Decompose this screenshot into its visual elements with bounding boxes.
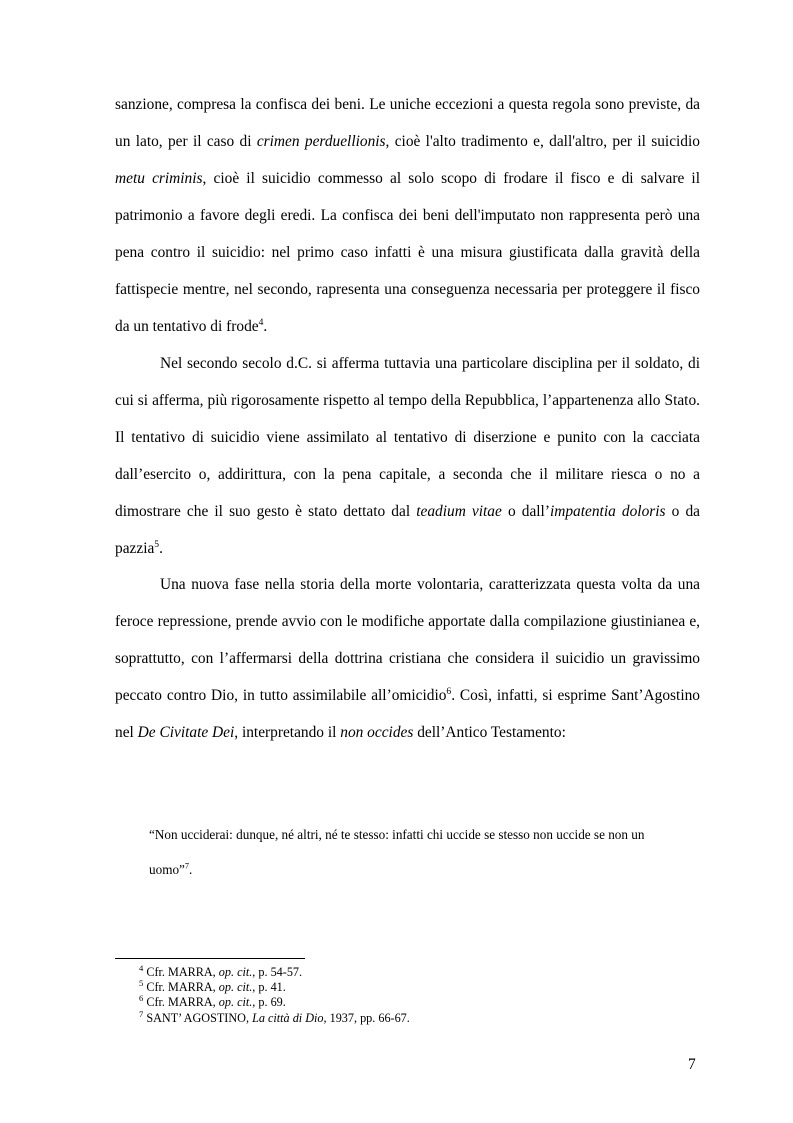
block-quote bbox=[149, 817, 669, 887]
text-run: . Così, infatti, si esprime Sant’Agostino nel bbox=[115, 687, 700, 741]
text-run: , 1937, pp. 66-67. bbox=[323, 1010, 410, 1025]
paragraph-1 bbox=[115, 86, 700, 345]
text-run: Cfr. MARRA, bbox=[146, 965, 219, 979]
footnote-4 bbox=[139, 962, 410, 980]
paragraph-2 bbox=[115, 345, 700, 567]
text-run: . bbox=[159, 540, 163, 557]
note-ref: 4 bbox=[258, 316, 264, 328]
footnote-separator bbox=[115, 958, 305, 959]
text-run: sanzione, compresa la confisca dei beni. Le uniche eccezioni a questa regola sono previste, da un lato, per il caso di bbox=[115, 96, 700, 150]
text-run: . bbox=[263, 318, 268, 335]
italic-text: De Civitate Dei bbox=[137, 724, 235, 741]
italic-text: La città di Dio bbox=[252, 1010, 324, 1025]
text-run: SANT’ AGOSTINO, bbox=[146, 1010, 253, 1025]
text-run: , cioè l'alto tradimento e, dall'altro, per il suicidio bbox=[385, 133, 700, 150]
text-run: Nel secondo secolo d.C. si afferma tuttavia una particolare disciplina per il soldato, di cui si afferma, più rigorosamente rispetto al tempo della Repubblica, l’appartenenza allo Stato. Il tentativo di suicidio viene assimilato al tentativo di diserzione e punito con la cacciata dall’esercito o, addirittura, con la pena capitale, a seconda che il militare riesca o no a dimostrare che il suo gesto è stato dettato dal bbox=[115, 355, 700, 520]
paragraph-3 bbox=[115, 566, 700, 751]
text-run: o dall’ bbox=[501, 503, 550, 520]
italic-text: teadium vitae bbox=[416, 503, 502, 520]
italic-text: non occides bbox=[340, 724, 414, 741]
footnote-7 bbox=[139, 1008, 410, 1026]
paragraph-text bbox=[115, 345, 700, 567]
footnote-text bbox=[146, 995, 286, 1009]
note-ref: 5 bbox=[154, 538, 160, 550]
footnote-5 bbox=[139, 980, 410, 995]
text-run: . bbox=[189, 862, 193, 877]
italic-text: crimen perduellionis bbox=[256, 133, 386, 150]
footnote-6 bbox=[139, 995, 410, 1010]
footnote-number: 4 bbox=[139, 962, 144, 973]
text-run: , p. 54-57. bbox=[252, 965, 303, 979]
footnote-text bbox=[146, 965, 302, 979]
footnote-text bbox=[146, 980, 286, 994]
text-run: “Non ucciderai: dunque, né altri, né te stesso: infatti chi uccide se stesso non uccide se non un uomo” bbox=[149, 827, 645, 877]
italic-text: op. cit. bbox=[218, 980, 253, 995]
footnote-number: 5 bbox=[139, 978, 144, 989]
text-run: , p. 41. bbox=[252, 980, 286, 995]
page-number: 7 bbox=[688, 1056, 696, 1073]
italic-text: impatentia doloris bbox=[549, 503, 666, 520]
footnote-text bbox=[146, 1011, 410, 1025]
note-ref: 6 bbox=[446, 685, 452, 697]
text-run: , cioè il suicidio commesso al solo scopo di frodare il fisco e di salvare il patrimonio a favore degli eredi. La confisca dei beni dell'imputato non rappresenta però una pena contro il suicidio: nel primo caso infatti è una misura giustificata dalla gravità della fattispecie mentre, nel secondo, rapresenta una conseguenza necessaria per proteggere il fisco da un tentativo di frode bbox=[115, 170, 700, 335]
paragraph-text bbox=[115, 566, 700, 751]
text-run: , interpretando il bbox=[234, 724, 341, 741]
text-run: Cfr. MARRA, bbox=[146, 980, 219, 995]
note-ref: 7 bbox=[184, 861, 189, 871]
footnote-number: 7 bbox=[139, 1008, 144, 1019]
text-run: dell’Antico Testamento: bbox=[413, 724, 566, 741]
text-run: Cfr. MARRA, bbox=[146, 995, 219, 1010]
italic-text: op. cit. bbox=[218, 965, 253, 979]
italic-text: metu criminis bbox=[115, 170, 203, 187]
italic-text: op. cit. bbox=[218, 995, 253, 1010]
footnote-number: 6 bbox=[139, 993, 144, 1004]
text-run: o da pazzia bbox=[115, 503, 700, 557]
text-run: Una nuova fase nella storia della morte volontaria, caratterizzata questa volta da una feroce repressione, prende avvio con le modifiche apportate dalla compilazione giustinianea e, soprattutto, con l’affermarsi della dottrina cristiana che considera il suicidio un gravissimo peccato contro Dio, in tutto assimilabile all’omicidio bbox=[115, 576, 700, 704]
paragraph-text bbox=[115, 86, 700, 345]
footnotes-list bbox=[139, 962, 410, 1026]
text-run: , p. 69. bbox=[252, 995, 286, 1010]
